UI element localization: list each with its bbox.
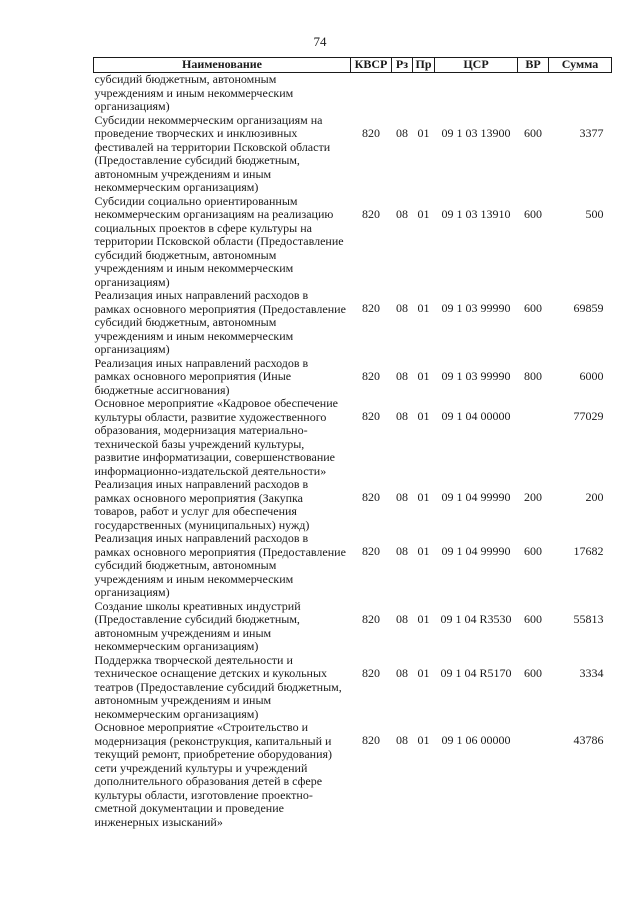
row-csr: 09 1 04 99990 xyxy=(441,490,511,504)
table-row xyxy=(94,289,612,357)
row-name-line: государственных (муниципальных) нужд) xyxy=(94,517,310,532)
row-name xyxy=(94,721,351,829)
row-vr xyxy=(518,721,549,829)
table-row xyxy=(94,114,612,195)
row-name-line: учреждениям и иным некоммерческим xyxy=(94,85,294,100)
table-row xyxy=(94,721,612,829)
row-name-line: Субсидии некоммерческим организациям на xyxy=(94,112,323,127)
row-name-line: организациям) xyxy=(94,585,170,599)
row-vr xyxy=(518,397,549,478)
row-rz: 08 xyxy=(396,206,408,221)
row-rz: 08 xyxy=(396,665,408,680)
row-csr: 09 1 06 00000 xyxy=(441,733,511,747)
row-pr: 01 xyxy=(417,490,430,504)
row-name-line: инженерных изысканий» xyxy=(94,814,223,829)
row-csr: 09 1 04 00000 xyxy=(441,409,511,423)
row-name-line: культуры области, изготовление проектно- xyxy=(94,787,313,802)
row-vr: 600 xyxy=(524,544,542,558)
row-name-line: Реализация иных направлений расходов в xyxy=(94,477,309,491)
row-vr xyxy=(518,73,549,114)
header-sum: Сумма xyxy=(549,58,612,73)
row-kvsr: 820 xyxy=(362,611,380,626)
row-name-line: учреждениям и иным некоммерческим xyxy=(94,328,294,343)
row-rz: 08 xyxy=(396,611,408,626)
row-name xyxy=(94,654,351,722)
row-name xyxy=(94,357,351,398)
row-name-line: субсидий бюджетным, автономным xyxy=(94,247,277,262)
row-name-line: (Предоставление субсидий бюджетным, xyxy=(94,612,300,626)
row-pr: 01 xyxy=(417,544,430,558)
table-header-row xyxy=(94,58,612,73)
row-name-line: Реализация иных направлений расходов в xyxy=(94,355,309,370)
row-name-line: учреждениям и иным некоммерческим xyxy=(94,571,294,586)
row-name-line: дополнительного образования детей в сфере xyxy=(94,774,323,788)
row-name-line: субсидий бюджетным, автономным xyxy=(94,558,277,572)
row-vr: 600 xyxy=(524,125,542,140)
header-vr: ВР xyxy=(518,58,549,73)
row-name xyxy=(94,195,351,290)
row-sum: 17682 xyxy=(573,544,604,558)
row-name-line: Реализация иных направлений расходов в xyxy=(94,531,309,545)
row-sum: 500 xyxy=(585,206,604,221)
row-sum: 77029 xyxy=(573,409,604,423)
row-name-line: (Предоставление субсидий бюджетным, xyxy=(94,153,300,167)
row-csr: 09 1 04 R3530 xyxy=(440,611,512,626)
row-name-line: Реализация иных направлений расходов в xyxy=(94,288,309,302)
row-csr: 09 1 03 99990 xyxy=(441,368,511,383)
table-row xyxy=(94,73,612,114)
row-rz xyxy=(392,73,413,114)
row-name-line: некоммерческим организациям) xyxy=(94,180,259,194)
row-name-line: рамках основного мероприятия (Предоставление xyxy=(94,544,346,559)
row-kvsr: 820 xyxy=(362,206,380,221)
table-row xyxy=(94,532,612,600)
row-name-line: учреждениям и иным некоммерческим xyxy=(94,261,294,275)
row-vr: 600 xyxy=(524,611,542,626)
row-kvsr: 820 xyxy=(362,733,380,747)
row-name-line: культуры области, развитие художественного xyxy=(94,409,327,424)
table-row xyxy=(94,397,612,478)
header-name: Наименование xyxy=(94,58,351,73)
row-name-line: организациям) xyxy=(94,342,170,356)
table-row xyxy=(94,600,612,654)
row-name xyxy=(94,600,351,654)
row-pr: 01 xyxy=(417,301,430,315)
row-name-line: Основное мероприятие «Кадровое обеспечение xyxy=(94,396,338,410)
row-rz: 08 xyxy=(396,409,408,423)
row-kvsr: 820 xyxy=(362,665,380,680)
row-kvsr: 820 xyxy=(362,490,380,504)
row-sum: 3334 xyxy=(579,665,604,680)
row-name-line: бюджетные ассигнования) xyxy=(94,382,230,397)
row-kvsr xyxy=(351,73,392,114)
row-kvsr: 820 xyxy=(362,409,380,423)
row-csr: 09 1 04 R5170 xyxy=(440,665,512,680)
row-name-line: организациям) xyxy=(94,99,170,113)
row-name-line: образования, модернизация материально- xyxy=(94,423,308,437)
row-csr: 09 1 03 99990 xyxy=(441,301,511,315)
header-pr: Пр xyxy=(413,58,435,73)
page-number: 74 xyxy=(313,34,327,49)
row-name-line: информационно-издательской деятельности» xyxy=(94,463,327,478)
row-sum: 6000 xyxy=(579,368,604,383)
row-pr: 01 xyxy=(417,125,430,140)
table-row xyxy=(94,654,612,722)
row-kvsr: 820 xyxy=(362,125,380,140)
row-name-line: некоммерческим организациям на реализацию xyxy=(94,207,334,221)
row-pr: 01 xyxy=(417,206,430,221)
header-kvsr: КВСР xyxy=(351,58,392,73)
row-name-line: техническое оснащение детских и кукольных xyxy=(94,666,328,680)
row-name-line: автономным учреждениям и иным xyxy=(94,625,272,640)
row-name-line: рамках основного мероприятия (Иные xyxy=(94,369,292,383)
row-csr: 09 1 04 99990 xyxy=(441,544,511,558)
row-vr: 600 xyxy=(524,665,542,680)
row-name-line: территории Псковской области (Предоставление xyxy=(94,234,344,248)
row-name-line: фестивалей на территории Псковской области xyxy=(94,139,331,154)
row-name-line: сметной документации и проведение xyxy=(94,801,284,815)
row-vr: 600 xyxy=(524,301,542,315)
row-name-line: текущий ремонт, приобретение оборудования) xyxy=(94,747,333,761)
table-row xyxy=(94,357,612,398)
row-name-line: развитие информатизации, совершенствование xyxy=(94,450,336,464)
row-name-line: проведение творческих и инклюзивных xyxy=(94,126,298,140)
row-name-line: сети учреждений культуры и учреждений xyxy=(94,760,308,775)
table-row xyxy=(94,195,612,290)
row-kvsr: 820 xyxy=(362,301,380,315)
row-csr: 09 1 03 13900 xyxy=(441,125,511,140)
row-rz: 08 xyxy=(396,544,408,558)
row-name-line: Основное мероприятие «Строительство и xyxy=(94,720,309,734)
row-name-line: субсидий бюджетным, автономным xyxy=(94,72,277,86)
row-vr: 600 xyxy=(524,206,542,221)
table-body xyxy=(94,73,612,830)
row-rz: 08 xyxy=(396,490,408,504)
row-rz: 08 xyxy=(396,125,408,140)
row-rz: 08 xyxy=(396,733,408,747)
row-pr: 01 xyxy=(417,409,430,423)
row-name-line: Создание школы креативных индустрий xyxy=(94,598,301,613)
row-name xyxy=(94,532,351,600)
row-name-line: автономным учреждениям и иным xyxy=(94,166,272,181)
row-name-line: Поддержка творческой деятельности и xyxy=(94,652,293,667)
row-name-line: некоммерческим организациям) xyxy=(94,639,259,653)
row-sum: 55813 xyxy=(573,611,604,626)
row-kvsr: 820 xyxy=(362,368,380,383)
row-name-line: Субсидии социально ориентированным xyxy=(94,193,298,208)
row-sum xyxy=(549,73,612,114)
header-csr: ЦСР xyxy=(435,58,518,73)
row-name-line: некоммерческим организациям) xyxy=(94,706,259,721)
row-name xyxy=(94,114,351,195)
row-sum: 3377 xyxy=(579,125,604,140)
row-pr: 01 xyxy=(417,665,430,680)
row-name xyxy=(94,397,351,478)
row-name xyxy=(94,289,351,357)
row-name-line: рамках основного мероприятия (Предоставление xyxy=(94,301,346,316)
table-row xyxy=(94,478,612,532)
row-sum: 200 xyxy=(585,490,604,504)
budget-table xyxy=(93,57,612,829)
row-pr: 01 xyxy=(417,611,430,626)
row-vr: 200 xyxy=(524,490,542,504)
row-name-line: субсидий бюджетным, автономным xyxy=(94,315,277,329)
row-name-line: театров (Предоставление субсидий бюджетным, xyxy=(94,679,342,694)
row-rz: 08 xyxy=(396,368,408,383)
row-vr: 800 xyxy=(524,368,542,383)
row-name-line: технической базы учреждений культуры, xyxy=(94,436,305,451)
row-name xyxy=(94,73,351,114)
row-name-line: организациям) xyxy=(94,274,170,289)
row-pr: 01 xyxy=(417,368,430,383)
row-name-line: автономным учреждениям и иным xyxy=(94,693,272,707)
row-kvsr: 820 xyxy=(362,544,380,558)
row-sum: 43786 xyxy=(573,733,604,747)
row-name-line: социальных проектов в сфере культуры на xyxy=(94,220,312,235)
row-csr: 09 1 03 13910 xyxy=(441,206,511,221)
row-pr: 01 xyxy=(417,733,430,747)
row-name-line: товаров, работ и услуг для обеспечения xyxy=(94,504,297,518)
row-name-line: рамках основного мероприятия (Закупка xyxy=(94,490,304,505)
row-rz: 08 xyxy=(396,301,408,315)
header-rz: Рз xyxy=(392,58,413,73)
row-name-line: модернизация (реконструкция, капитальный и xyxy=(94,733,332,748)
row-name xyxy=(94,478,351,532)
row-sum: 69859 xyxy=(573,301,604,315)
row-csr xyxy=(435,73,518,114)
row-pr xyxy=(413,73,435,114)
